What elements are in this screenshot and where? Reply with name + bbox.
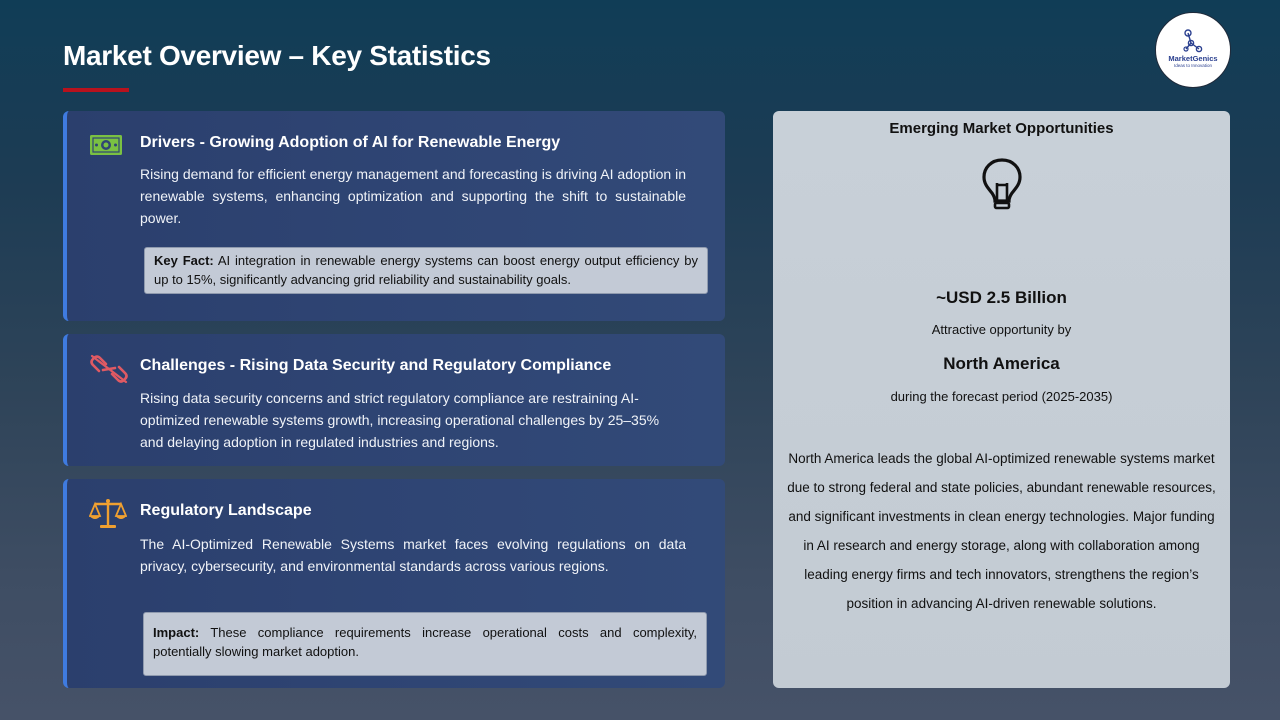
network-icon [1182,29,1204,53]
key-fact-label: Key Fact: [154,253,214,268]
challenges-body: Rising data security concerns and strict regulatory compliance are restraining AI-optimized renewable systems growth, increasing operational challenges by 25–35% and delaying adoption in regulated industries and regions. [140,390,660,450]
logo-tagline: Ideas to Innovation [1173,62,1213,68]
scales-icon [89,497,127,536]
regulatory-title: Regulatory Landscape [140,502,312,519]
challenges-title: Challenges - Rising Data Security and Regulatory Compliance [140,357,612,374]
impact-text: These compliance requirements increase operational costs and complexity, potentially slowing market adoption. [153,625,697,659]
forecast-period: during the forecast period (2025-2035) [890,389,1113,404]
logo-name: MarketGenics [1168,53,1218,63]
money-icon [89,133,123,162]
opportunity-description: North America leads the global AI-optimized renewable systems market due to strong federal and state policies, abundant renewable resources, and significant investments in clean energy technologies. Major funding in AI research and energy storage, along with collaboration among leading energy firms and tech innovators, strengthens the region’s position in advancing AI-driven renewable solutions. [787,451,1216,611]
opportunity-region: North America [943,354,1060,373]
lightbulb-icon [773,157,1230,211]
opportunity-panel [773,111,1230,688]
impact-label: Impact: [153,625,200,640]
key-fact-text: AI integration in renewable energy systems can boost energy output efficiency by up to 15%, significantly advancing grid reliability and sustainability goals. [154,253,698,287]
broken-link-icon [89,354,129,389]
regulatory-card [63,479,725,688]
opportunity-heading: Emerging Market Opportunities [889,120,1114,137]
opportunity-subtitle: Attractive opportunity by [931,322,1072,337]
company-logo [1155,12,1231,88]
page-title: Market Overview – Key Statistics [63,40,491,71]
opportunity-value: ~USD 2.5 Billion [936,288,1067,307]
challenges-card [63,334,725,466]
regulatory-body: The AI-Optimized Renewable Systems market faces evolving regulations on data privacy, cybersecurity, and environmental standards across various regions. [140,536,686,574]
title-underline [63,88,129,92]
impact-box [143,612,707,676]
key-fact-box [144,247,708,294]
drivers-card [63,111,725,321]
drivers-title: Drivers - Growing Adoption of AI for Renewable Energy [140,134,561,151]
drivers-body: Rising demand for efficient energy management and forecasting is driving AI adoption in renewable systems, enhancing optimization and supporting the shift to sustainable power. [140,166,686,226]
